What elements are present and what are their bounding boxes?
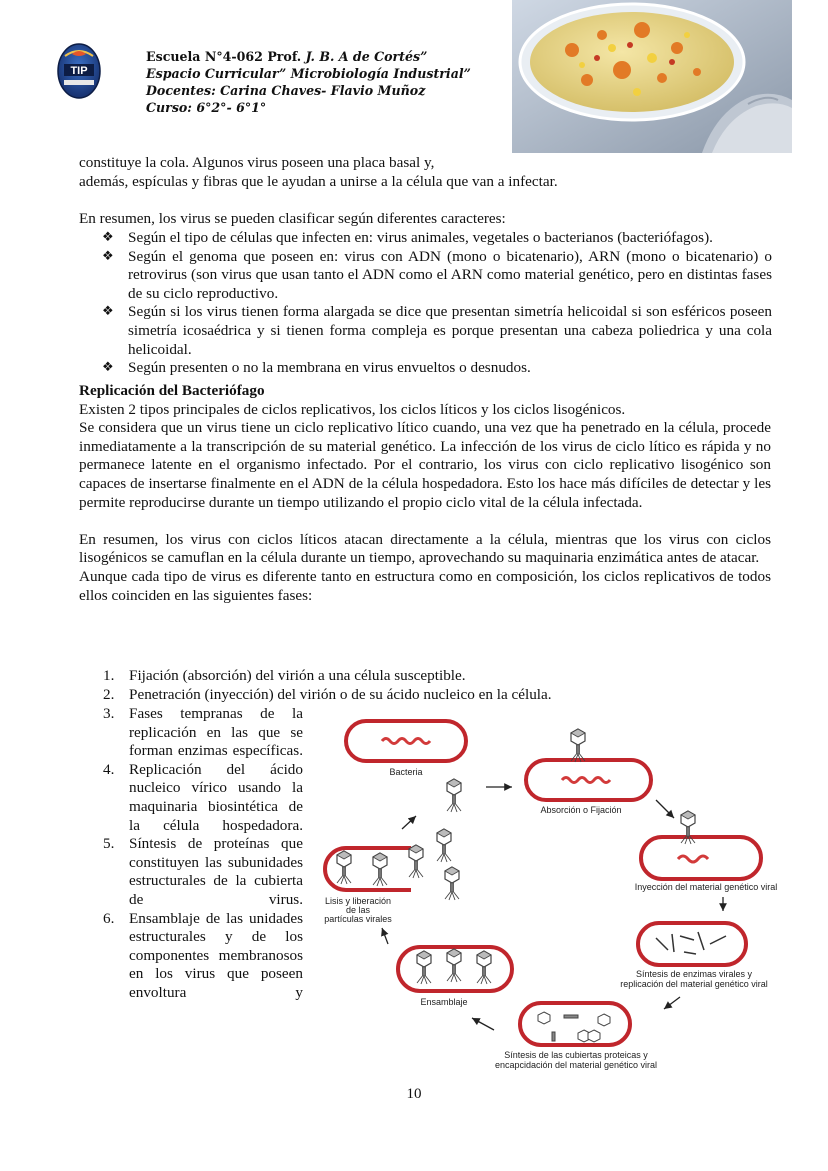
petri-dish-photo <box>512 0 792 153</box>
curricular-space: Espacio Curricular” Microbiología Industrial” <box>146 66 471 81</box>
paragraph-1: Existen 2 tipos principales de ciclos replicativos, los ciclos líticos y los ciclos lisogénicos. <box>79 400 626 418</box>
label-bacteria: Bacteria <box>389 767 423 777</box>
paragraph-3: En resumen, los virus con ciclos líticos atacan directamente a la célula, mientras que los virus con ciclos lisogénicos se camuflan en la célula durante un tiempo, aprovechando su maquinaria enzimática antes de atacar. <box>79 530 771 567</box>
list-item <box>100 835 303 909</box>
label-lisis-2: de las <box>345 905 371 915</box>
step-number: 5. <box>103 835 115 853</box>
summary-lead-text: En resumen, los virus se pueden clasificar según diferentes caracteres: <box>79 210 506 227</box>
intro-text <box>79 154 771 191</box>
school-logo <box>56 42 102 100</box>
step-text: Penetración (inyección) del virión o de su ácido nucleico en la célula. <box>129 685 552 703</box>
label-lisis-1: Lisis y liberación <box>324 896 392 906</box>
section-title: Replicación del Bacteriófago <box>79 382 265 399</box>
bullet-icon: ❖ <box>102 360 114 376</box>
bullet-icon: ❖ <box>102 230 114 245</box>
school-number: Escuela N°4-062 Prof. <box>146 49 302 64</box>
bullet-icon: ❖ <box>102 248 114 264</box>
list-item <box>100 910 303 1003</box>
bullet-text: Según el tipo de células que infecten en: virus animales, vegetales o bacterianos (bacteriófagos). <box>128 229 713 246</box>
page-number: 10 <box>406 1086 422 1102</box>
step-text: Síntesis de proteínas que constituyen las subunidades estructurales de la cubierta de virus. <box>129 835 303 908</box>
label-cubiertas-2: encapcidación del material genético viral <box>494 1060 658 1070</box>
list-item <box>100 667 552 686</box>
paragraph-2: Se considera que un virus tiene un ciclo replicativo lítico cuando, una vez que ha penetrado en la célula, procede inmediatamente a la transcripción de su material genético. La infección de los virus de ciclo lítico es rápida y no permanece latente en el organismo infectado. Por el contrario, los virus con ciclo replicativo lisogénico son capaces de insertarse finalmente en el ADN de la célula hospedadora. Esto los hace más difíciles de detectar y les permite reproducirse durante un tiempo utilizando el propio ciclo vital de la célula infectada. <box>79 419 771 511</box>
label-ensamblaje: Ensamblaje <box>420 997 468 1007</box>
list-item <box>102 248 772 304</box>
header-info <box>146 48 506 116</box>
absorption-stage <box>526 729 651 815</box>
list-item <box>102 359 772 378</box>
label-sintesis-2: replicación del material genético viral <box>620 979 768 989</box>
enzyme-synthesis-stage <box>620 923 768 989</box>
lytic-cycle-diagram <box>316 700 782 1080</box>
bullet-text: Según si los virus tienen forma alargada se dice que presentan simetría helicoidal si son esféricos poseen simetría icosaédrica y si tienen forma compleja es porque presentan una cabeza poliedrica y una cola helicoidal. <box>128 303 772 358</box>
list-item <box>102 303 772 359</box>
label-cubiertas-1: Síntesis de las cubiertas proteicas y <box>504 1050 648 1060</box>
injection-stage <box>635 811 778 892</box>
bacteria-stage <box>346 721 466 777</box>
intro-line-2: además, espículas y fibras que le ayudan a unirse a la célula que van a infectar. <box>79 172 558 190</box>
step-number: 3. <box>103 705 115 722</box>
step-text: Replicación del ácido nucleico vírico usando la maquinaria biosintética de la célula hospedadora. <box>129 760 303 834</box>
list-item <box>102 229 772 248</box>
step-text: Fases tempranas de la replicación en las que se forman enzimas específicas. <box>129 705 303 760</box>
teachers: Docentes: Carina Chaves- Flavio Muñoz <box>146 83 426 98</box>
summary-lead <box>79 210 771 229</box>
replication-section <box>79 382 771 605</box>
school-name: J. B. A de Cortés” <box>305 49 428 64</box>
phases-list-narrow <box>100 705 303 1003</box>
label-inyeccion: Inyección del material genético viral <box>634 882 778 892</box>
course: Curso: 6°2°- 6°1° <box>146 100 267 115</box>
step-number: 1. <box>103 667 115 684</box>
list-item <box>100 705 303 761</box>
intro-line-1: constituye la cola. Algunos virus poseen una placa basal y, <box>79 154 435 171</box>
step-number: 4. <box>103 760 115 778</box>
classification-list <box>102 229 772 378</box>
step-number: 6. <box>103 909 115 927</box>
bullet-text: Según presenten o no la membrana en virus envueltos o desnudos. <box>128 359 531 377</box>
logo-letters: TIP <box>70 65 88 77</box>
step-text: Fijación (absorción) del virión a una célula susceptible. <box>129 667 466 684</box>
bullet-text: Según el genoma que poseen en: virus con ADN (mono o bicatenario), ARN (mono o bicatenario) o retrovirus (son virus que usan tanto el ADN como el ARN como material genético, pero en distintas fases de su ciclo reproductivo. <box>128 247 772 302</box>
step-text: Ensamblaje de las unidades estructurales y de los componentes membranosos en los virus que poseen envoltura y <box>129 909 303 1001</box>
phases-list <box>100 667 552 704</box>
paragraph-4: Aunque cada tipo de virus es diferente tanto en estructura como en composición, los ciclos replicativos de todos ellos coinciden en las siguientes fases: <box>79 567 771 604</box>
coat-synthesis-stage <box>495 1003 657 1070</box>
label-lisis-3: partículas virales <box>324 914 392 924</box>
bullet-icon: ❖ <box>102 304 114 320</box>
label-sintesis-1: Síntesis de enzimas virales y <box>635 969 753 979</box>
lysis-stage <box>324 829 459 924</box>
assembly-stage <box>398 947 512 1007</box>
step-number: 2. <box>103 685 115 703</box>
list-item <box>100 761 303 835</box>
label-absorcion: Absorción o Fijación <box>540 805 622 815</box>
